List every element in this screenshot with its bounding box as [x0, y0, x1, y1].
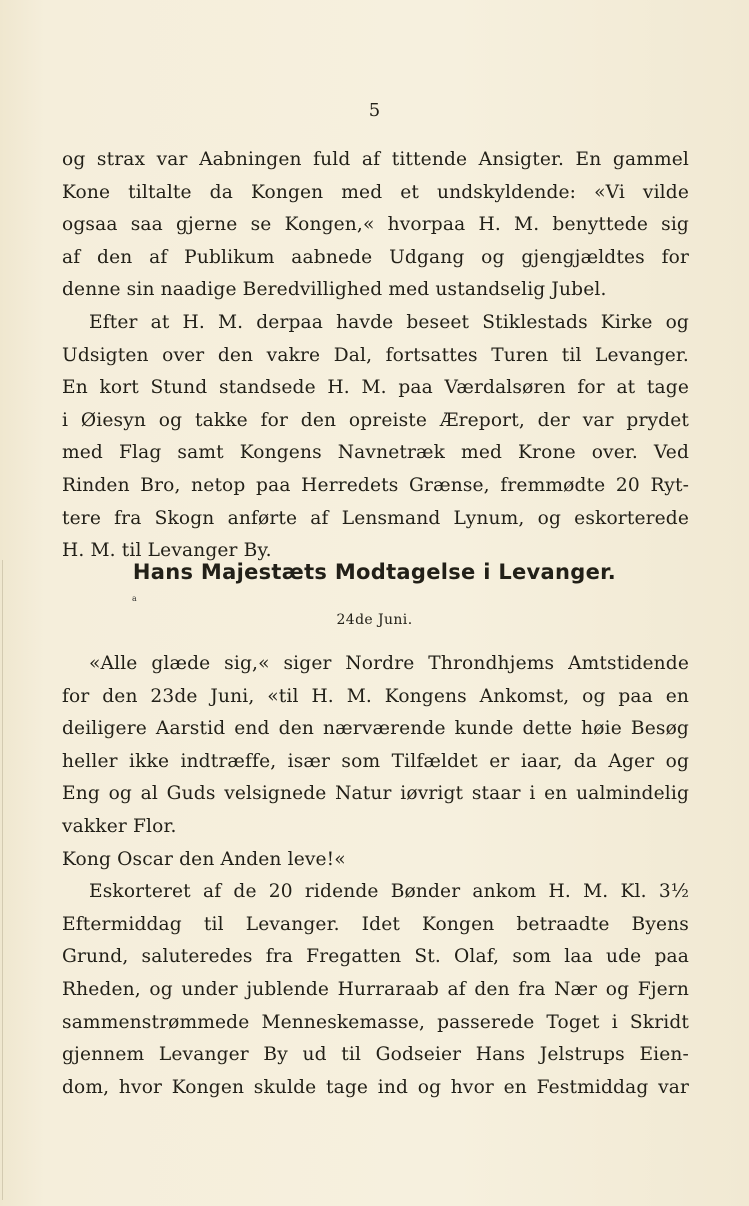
text-line: vakker Flor.	[62, 815, 177, 837]
section-heading: Hans Majestæts Modtagelse i Levanger.	[132, 560, 617, 584]
text-line: tere fra Skogn anførte af Lensmand Lynum, og eskorterede	[62, 507, 689, 529]
text-line: Grund, saluteredes fra Fregatten St. Olaf, som laa ude paa	[62, 946, 689, 968]
text-line: ogsaa saa gjerne se Kongen,« hvorpaa H. M. benyttede sig	[62, 214, 689, 236]
text-line: Eskorteret af de 20 ridende Bønder ankom H. M. Kl. 3½	[89, 881, 689, 903]
heading-mark: a	[132, 594, 137, 603]
text-line: Eng og al Guds velsignede Natur iøvrigt staar i en ualmindelig	[62, 783, 689, 805]
page-number: 5	[368, 100, 381, 121]
text-line: med Flag samt Kongens Navnetræk med Krone over. Ved	[62, 442, 689, 464]
text-line: En kort Stund standsede H. M. paa Værdalsøren for at tage	[62, 377, 689, 399]
text-line: denne sin naadige Beredvillighed med ustandselig Jubel.	[62, 279, 607, 301]
text-line: for den 23de Juni, «til H. M. Kongens Ankomst, og paa en	[62, 685, 689, 707]
text-block-levanger	[62, 648, 689, 1104]
text-line: Rinden Bro, netop paa Herredets Grænse, fremmødte 20 Ryt-	[62, 474, 689, 496]
text-line: H. M. til Levanger By.	[62, 540, 272, 562]
text-line: Efter at H. M. derpaa havde beseet Stiklestads Kirke og	[89, 311, 689, 333]
text-line: og strax var Aabningen fuld af tittende Ansigter. En gammel	[62, 149, 689, 170]
text-line: Udsigten over den vakre Dal, fortsattes Turen til Levanger.	[62, 344, 689, 366]
text-line: gjennem Levanger By ud til Godseier Hans Jelstrups Eien-	[62, 1044, 689, 1066]
text-line: Kone tiltalte da Kongen med et undskyldende: «Vi vilde	[62, 181, 689, 203]
text-line: af den af Publikum aabnede Udgang og gjengjældtes for	[62, 246, 689, 268]
text-line: Eftermiddag til Levanger. Idet Kongen betraadte Byens	[62, 913, 689, 935]
page-edge-line	[2, 560, 3, 1200]
text-block-intro	[62, 144, 689, 568]
text-line: «Alle glæde sig,« siger Nordre Throndhjems Amtstidende	[89, 653, 689, 674]
text-line: i Øiesyn og takke for den opreiste Æreport, der var prydet	[62, 409, 689, 431]
text-line: sammenstrømmede Menneskemasse, passerede Toget i Skridt	[62, 1011, 689, 1033]
text-line: Kong Oscar den Anden leve!«	[62, 848, 346, 870]
section-date: 24de Juni.	[336, 612, 413, 628]
text-line: Rheden, og under jublende Hurraraab af den fra Nær og Fjern	[62, 978, 689, 1000]
text-line: deiligere Aarstid end den nærværende kunde dette høie Besøg	[62, 718, 689, 740]
text-line: heller ikke indtræffe, især som Tilfældet er iaar, da Ager og	[62, 750, 689, 772]
text-line: dom, hvor Kongen skulde tage ind og hvor en Festmiddag var	[62, 1076, 689, 1098]
